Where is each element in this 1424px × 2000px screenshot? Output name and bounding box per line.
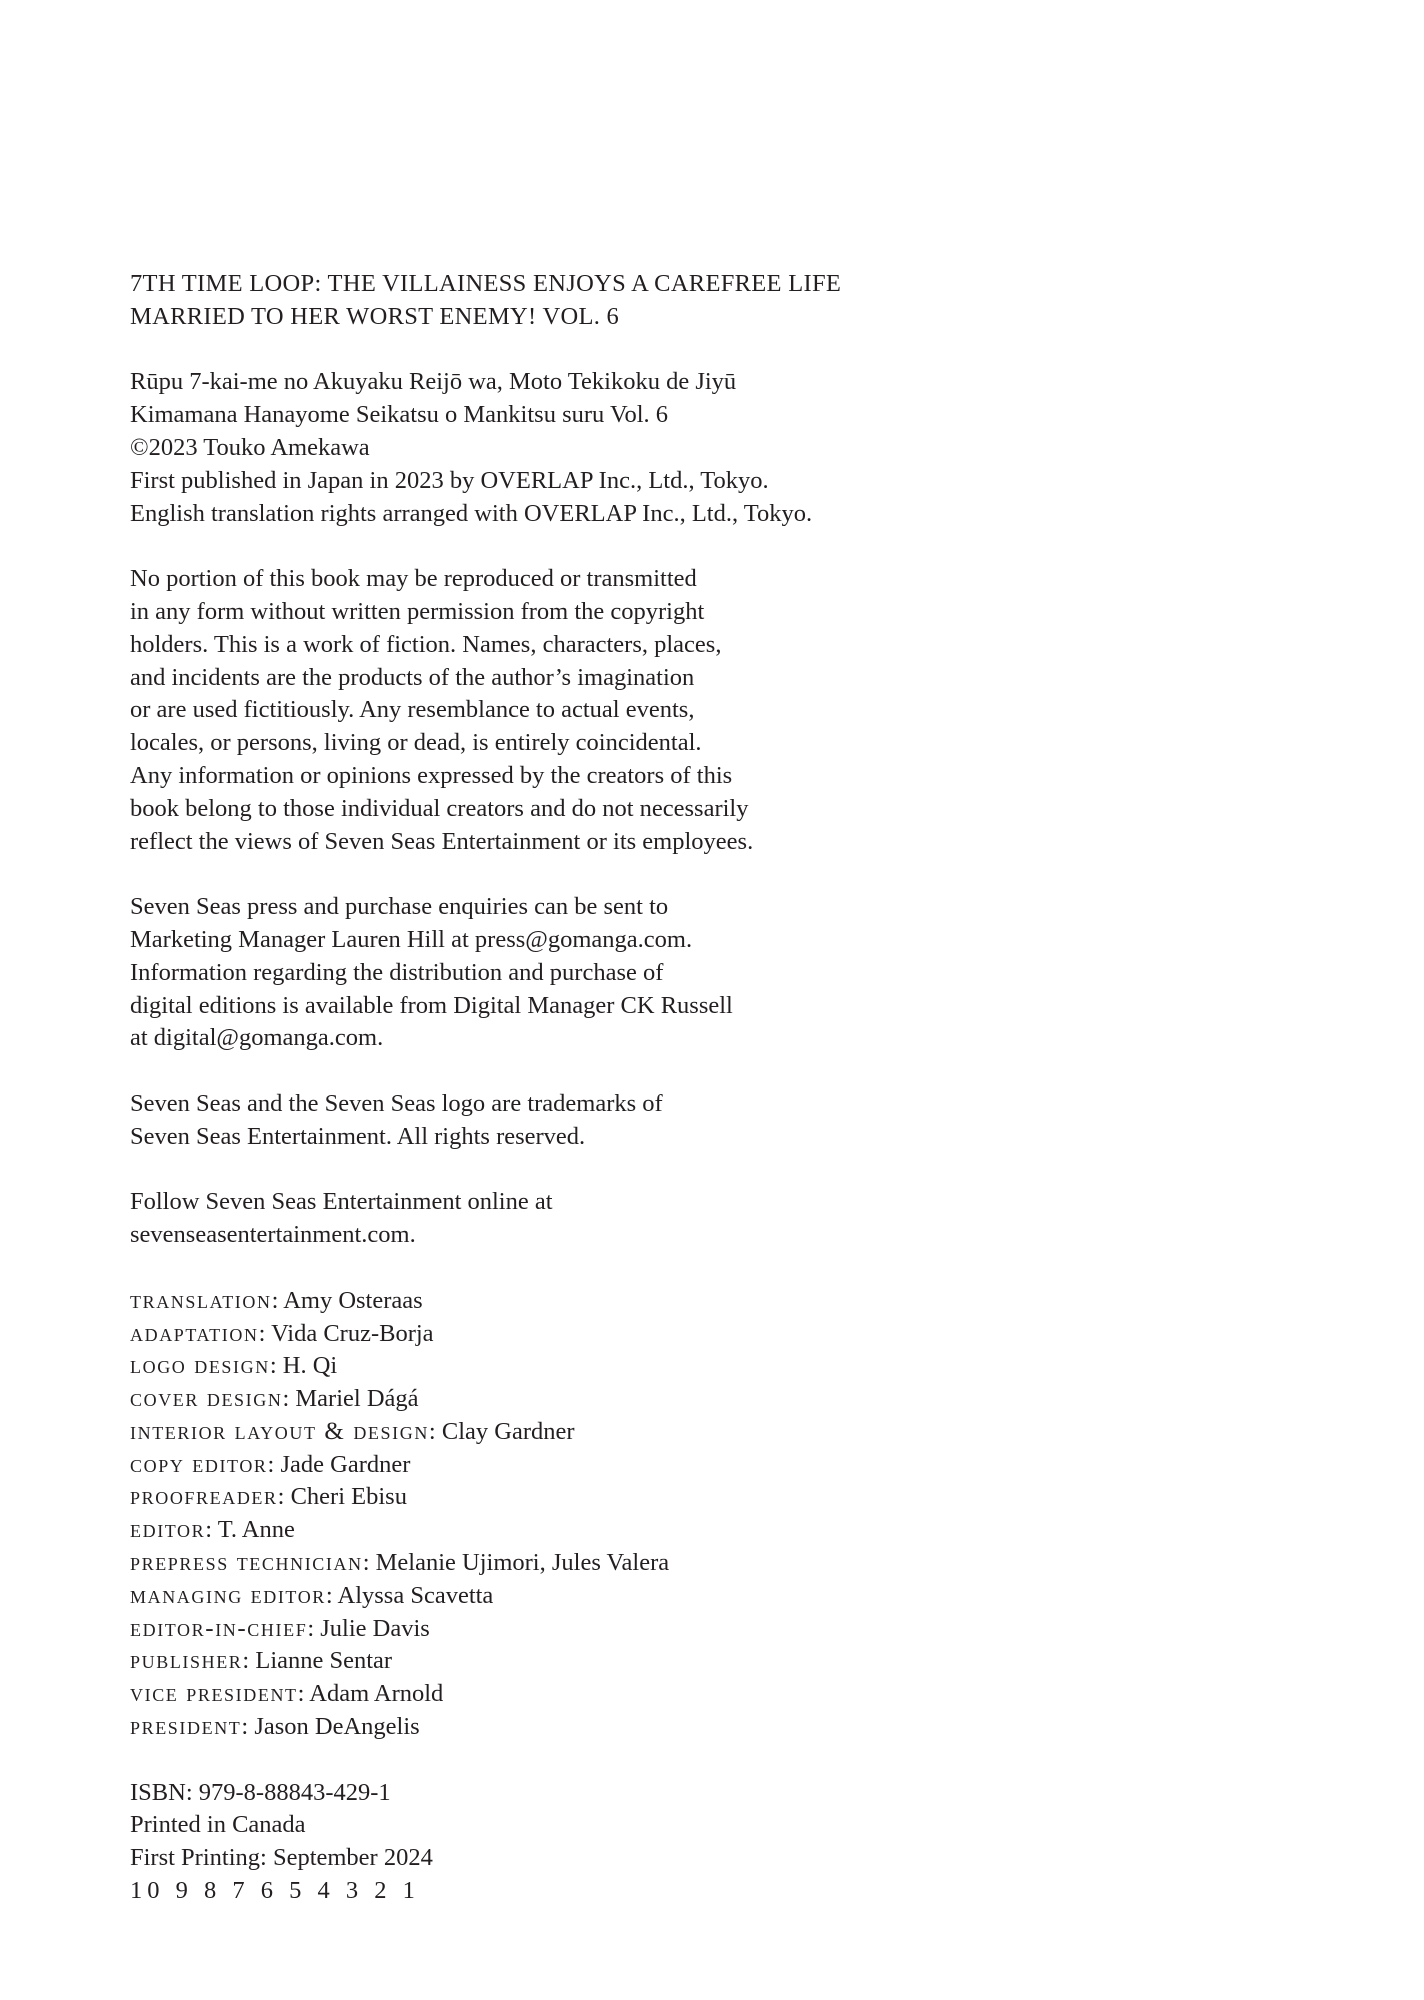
- credit-role: publisher: [130, 1647, 243, 1675]
- credit-line: publisher: Lianne Sentar: [130, 1647, 393, 1675]
- press-line-5: at digital@gomanga.com.: [130, 1024, 384, 1052]
- copyright-page: [130, 268, 1330, 1941]
- credit-line: proofreader: Cheri Ebisu: [130, 1483, 407, 1511]
- credit-line: managing editor: Alyssa Scavetta: [130, 1581, 494, 1609]
- trademark-line-2: Seven Seas Entertainment. All rights reserved.: [130, 1122, 586, 1150]
- copyright-notice: ©2023 Touko Amekawa: [130, 433, 370, 461]
- credit-role: editor: [130, 1516, 206, 1544]
- credit-name: Jade Gardner: [280, 1450, 411, 1478]
- credit-role: editor-in-chief: [130, 1614, 308, 1642]
- credit-line: interior layout & design: Clay Gardner: [130, 1417, 575, 1445]
- isbn: ISBN: 979-8-88843-429-1: [130, 1778, 391, 1806]
- press-line-1: Seven Seas press and purchase enquiries can be sent to: [130, 893, 669, 921]
- credit-role: adaptation: [130, 1319, 259, 1347]
- credit-name: Vida Cruz-Borja: [271, 1319, 434, 1347]
- legal-line-6: locales, or persons, living or dead, is entirely coincidental.: [130, 729, 702, 757]
- credit-line: editor-in-chief: Julie Davis: [130, 1614, 430, 1642]
- credits-block: [130, 1285, 1330, 1744]
- legal-line-5: or are used fictitiously. Any resemblance to actual events,: [130, 696, 695, 724]
- credit-name: H. Qi: [282, 1352, 338, 1380]
- credit-role: managing editor: [130, 1581, 326, 1609]
- credit-line: editor: T. Anne: [130, 1516, 295, 1544]
- translation-rights-note: English translation rights arranged with OVERLAP Inc., Ltd., Tokyo.: [130, 499, 813, 527]
- book-title-line-2: MARRIED TO HER WORST ENEMY! VOL. 6: [130, 302, 620, 330]
- legal-line-8: book belong to those individual creators and do not necessarily: [130, 794, 749, 822]
- credit-name: Alyssa Scavetta: [337, 1581, 494, 1609]
- credit-name: Amy Osteraas: [283, 1286, 423, 1314]
- press-line-2: Marketing Manager Lauren Hill at press@gomanga.com.: [130, 925, 693, 953]
- credit-role: proofreader: [130, 1483, 278, 1511]
- printing-number-line: 10 9 8 7 6 5 4 3 2 1: [130, 1877, 420, 1905]
- trademark-block: [130, 1088, 1330, 1154]
- legal-disclaimer-block: [130, 563, 1330, 858]
- credit-role: cover design: [130, 1385, 283, 1413]
- legal-line-7: Any information or opinions expressed by the creators of this: [130, 761, 733, 789]
- credit-name: T. Anne: [217, 1516, 295, 1544]
- credit-role: prepress technician: [130, 1549, 363, 1577]
- credit-name: Julie Davis: [320, 1614, 430, 1642]
- credit-line: copy editor: Jade Gardner: [130, 1450, 411, 1478]
- credit-name: Cheri Ebisu: [290, 1483, 407, 1511]
- printed-in: Printed in Canada: [130, 1811, 306, 1839]
- original-publication-block: [130, 366, 1330, 530]
- trademark-line-1: Seven Seas and the Seven Seas logo are trademarks of: [130, 1089, 663, 1117]
- follow-line-1: Follow Seven Seas Entertainment online at: [130, 1188, 553, 1216]
- follow-online-block: [130, 1186, 1330, 1252]
- credit-name: Mariel Dágá: [295, 1385, 419, 1413]
- print-info-block: [130, 1777, 1330, 1908]
- credit-line: vice president: Adam Arnold: [130, 1680, 444, 1708]
- credit-name: Melanie Ujimori, Jules Valera: [375, 1549, 670, 1577]
- credit-role: vice president: [130, 1680, 298, 1708]
- first-published-note: First published in Japan in 2023 by OVERLAP Inc., Ltd., Tokyo.: [130, 466, 769, 494]
- credit-line: prepress technician: Melanie Ujimori, Jules Valera: [130, 1549, 670, 1577]
- credit-role: president: [130, 1713, 242, 1741]
- credit-role: logo design: [130, 1352, 270, 1380]
- credit-line: translation: Amy Osteraas: [130, 1286, 423, 1314]
- press-line-3: Information regarding the distribution and purchase of: [130, 958, 664, 986]
- first-printing: First Printing: September 2024: [130, 1844, 433, 1872]
- credit-line: president: Jason DeAngelis: [130, 1713, 420, 1741]
- credit-role: translation: [130, 1286, 272, 1314]
- credit-line: cover design: Mariel Dágá: [130, 1385, 419, 1413]
- press-line-4: digital editions is available from Digital Manager CK Russell: [130, 991, 733, 1019]
- book-title-line-1: 7TH TIME LOOP: THE VILLAINESS ENJOYS A CAREFREE LIFE: [130, 270, 842, 297]
- credit-role: copy editor: [130, 1450, 268, 1478]
- credit-name: Lianne Sentar: [255, 1647, 393, 1675]
- credit-role: interior layout & design: [130, 1417, 429, 1445]
- credit-line: logo design: H. Qi: [130, 1352, 338, 1380]
- press-enquiries-block: [130, 891, 1330, 1055]
- legal-line-2: in any form without written permission from the copyright: [130, 597, 705, 625]
- book-title-block: [130, 268, 1330, 334]
- original-title-line-1: Rūpu 7-kai-me no Akuyaku Reijō wa, Moto Tekikoku de Jiyū: [130, 368, 737, 396]
- credit-name: Jason DeAngelis: [254, 1713, 420, 1741]
- legal-line-3: holders. This is a work of fiction. Names, characters, places,: [130, 630, 722, 658]
- credit-name: Clay Gardner: [441, 1417, 575, 1445]
- credit-line: adaptation: Vida Cruz-Borja: [130, 1319, 434, 1347]
- legal-line-1: No portion of this book may be reproduced or transmitted: [130, 565, 697, 593]
- legal-line-4: and incidents are the products of the author’s imagination: [130, 663, 695, 691]
- original-title-line-2: Kimamana Hanayome Seikatsu o Mankitsu suru Vol. 6: [130, 401, 669, 429]
- follow-line-2: sevenseasentertainment.com.: [130, 1221, 416, 1249]
- credit-name: Adam Arnold: [309, 1680, 444, 1708]
- legal-line-9: reflect the views of Seven Seas Entertainment or its employees.: [130, 827, 754, 855]
